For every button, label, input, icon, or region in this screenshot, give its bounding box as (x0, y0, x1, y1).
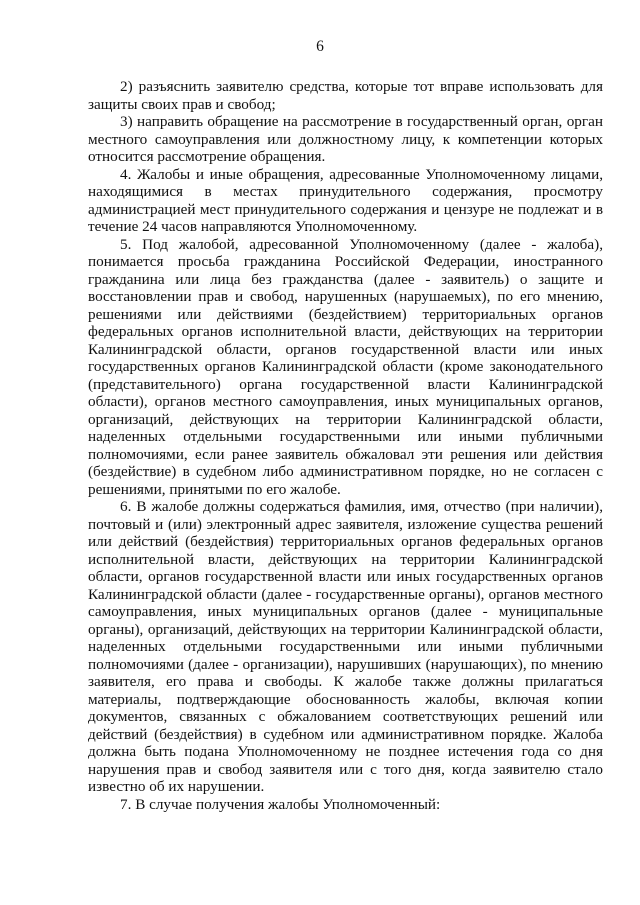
paragraph-6: 6. В жалобе должны содержаться фамилия, имя, отчество (при наличии), почтовый и (или) электронный адрес заявителя, изложение существа решений или действий (бездействия) территориальных органов федеральных органов исполнительной власти, действующих на территории Калининградской области, органов государственной власти или иных государственных органов Калининградской области (далее - государственные органы), органов местного самоуправления, иных муниципальных органов (далее - муниципальные органы), организаций, действующих на территории Калининградской области, наделенных отдельными государственными или иными публичными полномочиями (далее - организации), нарушивших (нарушающих), по мнению заявителя, его права и свободы. К жалобе также должны прилагаться материалы, подтверждающие обоснованность жалобы, включая копии документов, связанных с обжалованием соответствующих решений или действий (бездействия) в судебном или административном порядке. Жалоба должна быть подана Уполномоченному не позднее истечения года со дня нарушения прав и свобод заявителя или с того дня, когда заявителю стало известно об их нарушении. (88, 498, 603, 795)
paragraph-item-2: 2) разъяснить заявителю средства, которые тот вправе использовать для защиты своих прав и свобод; (88, 78, 603, 113)
paragraph-4: 4. Жалобы и иные обращения, адресованные Уполномоченному лицами, находящимися в местах принудительного содержания, просмотру администрацией мест принудительного содержания и цензуре не подлежат и в течение 24 часов направляются Уполномоченному. (88, 165, 603, 235)
paragraph-item-3: 3) направить обращение на рассмотрение в государственный орган, орган местного самоуправления или должностному лицу, к компетенции которых относится рассмотрение обращения. (88, 113, 603, 165)
document-body (88, 78, 603, 813)
page-number: 6 (316, 38, 324, 55)
paragraph-5: 5. Под жалобой, адресованной Уполномоченному (далее - жалоба), понимается просьба гражданина Российской Федерации, иностранного гражданина или лица без гражданства (далее - заявитель) о защите и восстановлении прав и свобод, нарушенных (нарушаемых), по его мнению, решениями или действиями (бездействием) территориальных органов федеральных органов исполнительной власти, действующих на территории Калининградской области, органов государственной власти или иных государственных органов Калининградской области (кроме законодательного (представительного) органа государственной власти Калининградской области), органов местного самоуправления, иных муниципальных органов, организаций, действующих на территории Калининградской области, наделенных отдельными государственными или иными публичными полномочиями, если ранее заявитель обжаловал эти решения или действия (бездействие) в судебном либо административном порядке, но не согласен с решениями, принятыми по его жалобе. (88, 235, 603, 498)
paragraph-7: 7. В случае получения жалобы Уполномоченный: (120, 795, 441, 813)
